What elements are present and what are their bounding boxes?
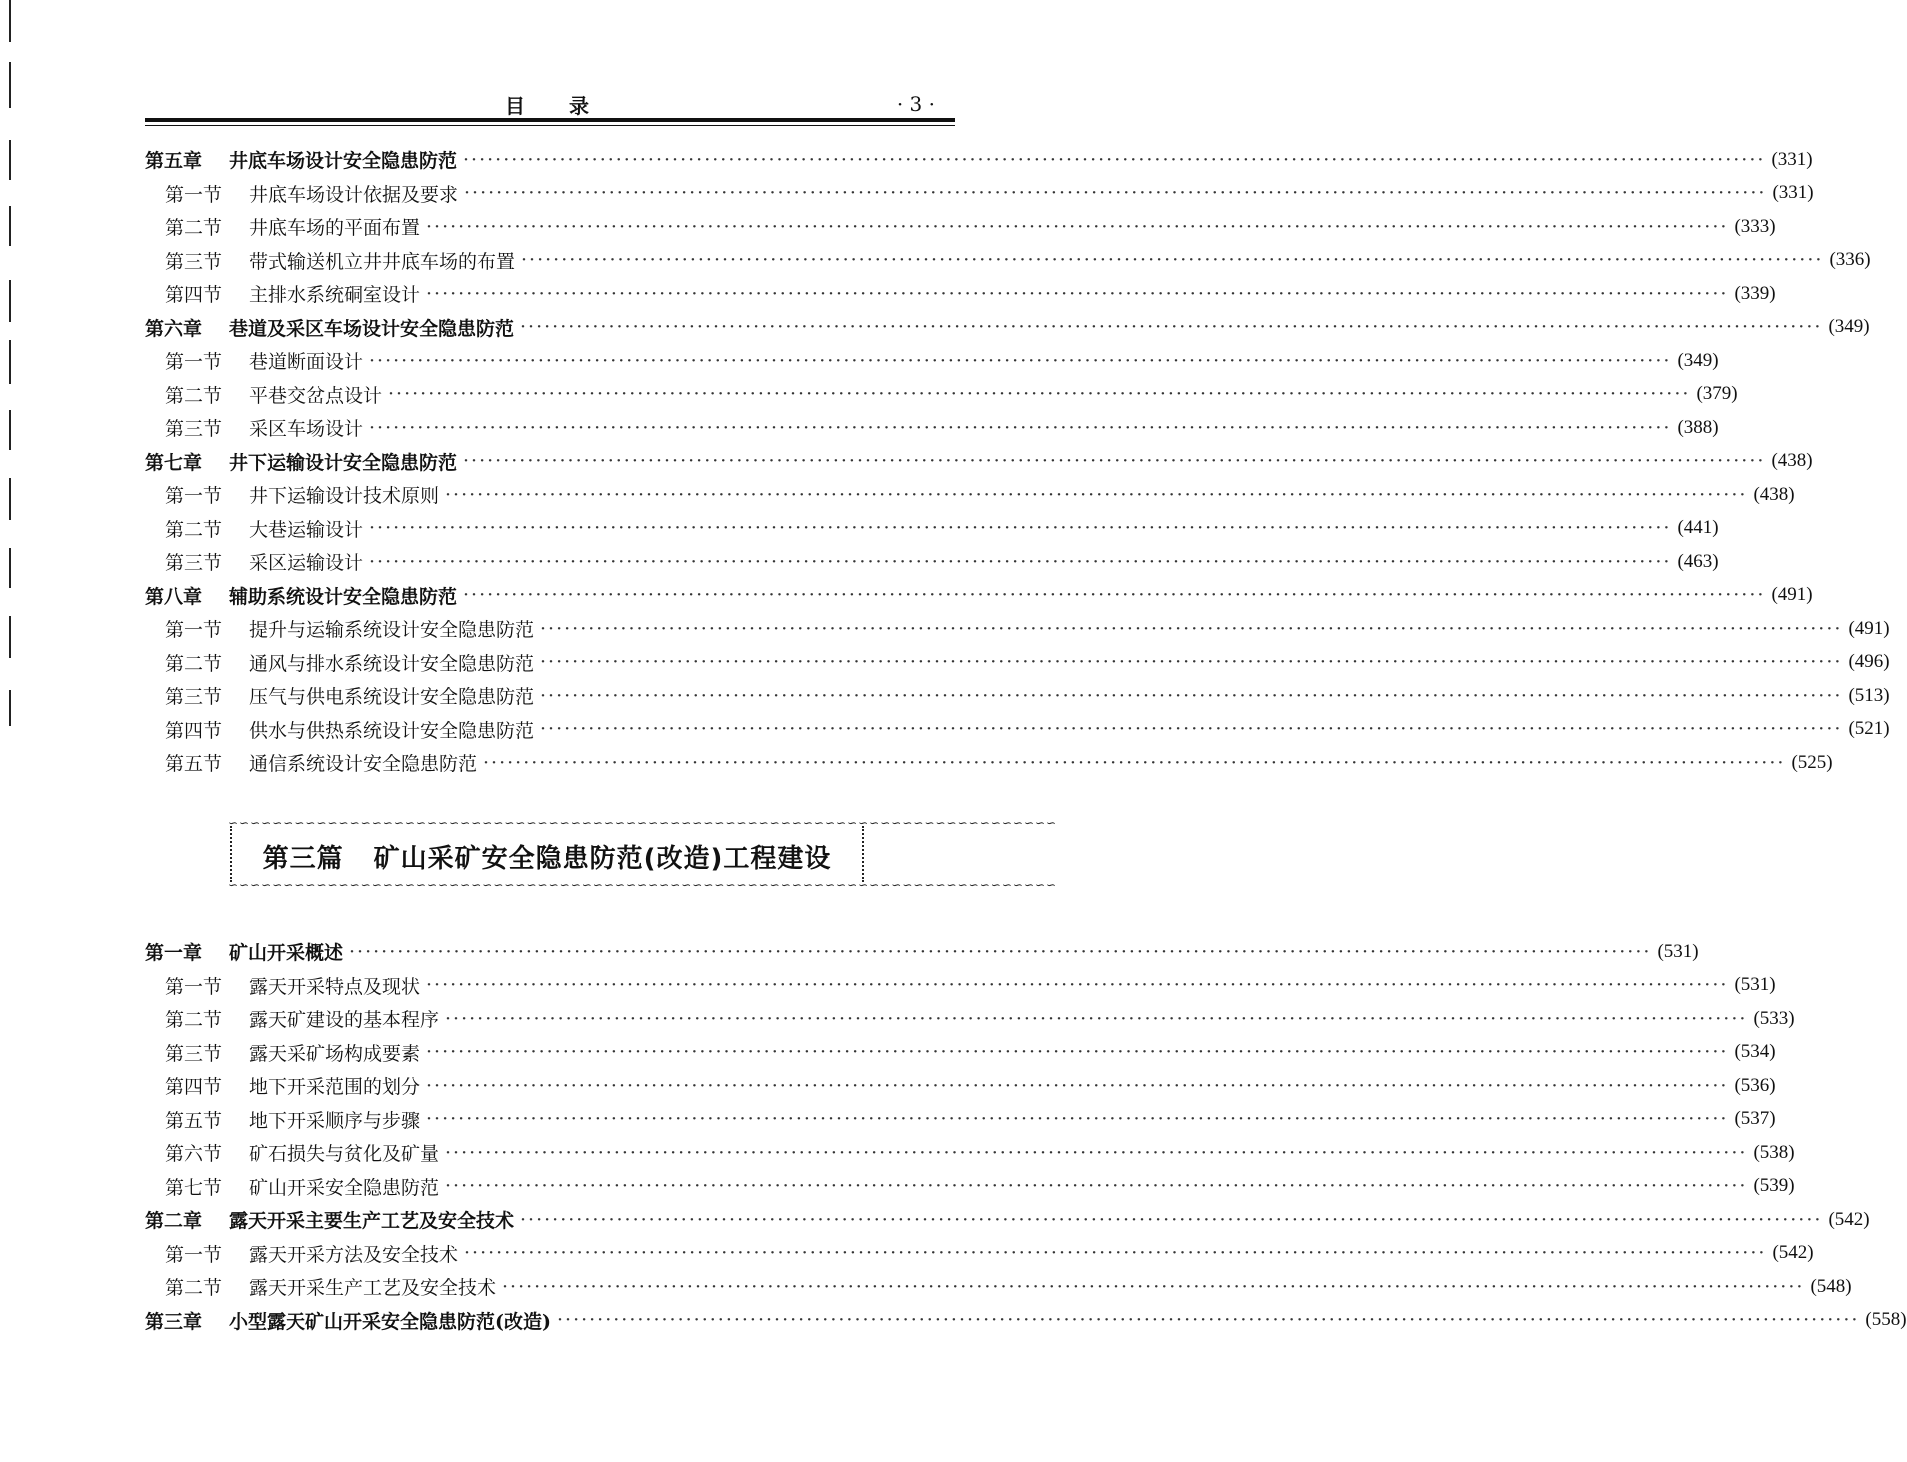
dot-leader [369, 417, 1671, 439]
section-title: 露天开采生产工艺及安全技术 [249, 1277, 497, 1300]
chapter-number: 第八章 [145, 585, 203, 608]
toc-section-row [145, 1103, 1776, 1137]
binding-edge-mark [9, 280, 11, 322]
toc-section-row [145, 277, 1776, 311]
toc-chapter-row [145, 1203, 1870, 1237]
page-reference: (534) [1734, 1041, 1776, 1063]
page-header [145, 86, 955, 126]
toc-section-row [145, 1270, 1852, 1304]
section-number: 第一节 [165, 1243, 223, 1266]
section-title: 矿石损失与贫化及矿量 [249, 1143, 440, 1166]
page-reference: (536) [1734, 1074, 1776, 1096]
page-reference: (542) [1828, 1208, 1870, 1230]
dot-leader [540, 618, 1842, 640]
toc-section-row [145, 177, 1814, 211]
section-number: 第一节 [165, 975, 223, 998]
section-title: 露天开采方法及安全技术 [249, 1243, 459, 1266]
chapter-number: 第五章 [145, 150, 203, 173]
section-title: 井下运输设计技术原则 [249, 485, 440, 508]
section-title: 大巷运输设计 [249, 518, 364, 541]
dot-leader [388, 383, 1690, 405]
toc-section-row [145, 512, 1719, 546]
page-reference: (388) [1677, 416, 1719, 438]
section-number: 第三节 [165, 250, 223, 273]
toc-section-row [145, 1069, 1776, 1103]
dot-leader [464, 182, 1766, 204]
page-number: · 3 · [896, 92, 935, 116]
page-reference: (491) [1771, 584, 1813, 606]
section-title: 供水与供热系统设计安全隐患防范 [249, 719, 535, 742]
binding-edge-mark [9, 62, 11, 108]
toc-section-row [145, 210, 1776, 244]
section-number: 第二节 [165, 1277, 223, 1300]
dot-leader [483, 752, 1785, 774]
section-title: 采区车场设计 [249, 418, 364, 441]
section-title: 露天采矿场构成要素 [249, 1042, 421, 1065]
page-reference: (438) [1753, 483, 1795, 505]
section-title: 井底车场设计依据及要求 [249, 183, 459, 206]
binding-edge-mark [9, 340, 11, 384]
part-banner [228, 816, 1058, 892]
dot-leader [445, 1008, 1747, 1030]
section-title: 带式输送机立井井底车场的布置 [249, 250, 516, 273]
toc-section-row [145, 679, 1890, 713]
section-number: 第三节 [165, 418, 223, 441]
dot-leader [540, 685, 1842, 707]
page-reference: (531) [1734, 974, 1776, 996]
dot-leader [426, 1041, 1728, 1063]
section-number: 第二节 [165, 217, 223, 240]
section-number: 第一节 [165, 485, 223, 508]
section-number: 第一节 [165, 351, 223, 374]
section-title: 采区运输设计 [249, 552, 364, 575]
dot-leader [463, 149, 1765, 171]
dot-leader [426, 216, 1728, 238]
page-reference: (333) [1734, 215, 1776, 237]
chapter-number: 第三章 [145, 1310, 203, 1333]
dot-leader [520, 1209, 1822, 1231]
page-reference: (539) [1753, 1175, 1795, 1197]
toc-section-row [145, 1170, 1795, 1204]
section-title: 提升与运输系统设计安全隐患防范 [249, 619, 535, 642]
binding-edge-mark [9, 0, 11, 42]
chapter-number: 第七章 [145, 451, 203, 474]
chapter-number: 第六章 [145, 317, 203, 340]
page-reference: (331) [1771, 148, 1813, 170]
dot-leader [464, 1242, 1766, 1264]
section-title: 压气与供电系统设计安全隐患防范 [249, 686, 535, 709]
dot-leader [445, 1175, 1747, 1197]
toc-section-row [145, 244, 1871, 278]
chapter-number: 第一章 [145, 942, 203, 965]
page-reference: (336) [1829, 249, 1871, 271]
section-number: 第一节 [165, 619, 223, 642]
page-reference: (548) [1810, 1275, 1852, 1297]
dot-leader [540, 651, 1842, 673]
dot-leader [520, 316, 1822, 338]
page-reference: (349) [1677, 349, 1719, 371]
toc-section-row [145, 1136, 1795, 1170]
chapter-title: 矿山开采概述 [229, 942, 344, 965]
section-number: 第五节 [165, 1109, 223, 1132]
chapter-title: 辅助系统设计安全隐患防范 [229, 585, 458, 608]
chapter-title: 巷道及采区车场设计安全隐患防范 [229, 317, 515, 340]
section-title: 井底车场的平面布置 [249, 217, 421, 240]
dot-leader [426, 1075, 1728, 1097]
section-title: 露天矿建设的基本程序 [249, 1009, 440, 1032]
page-reference: (558) [1865, 1309, 1907, 1331]
section-number: 第四节 [165, 719, 223, 742]
binding-edge-mark [9, 548, 11, 588]
dot-leader [463, 450, 1765, 472]
page-reference: (438) [1771, 450, 1813, 472]
page-reference: (331) [1772, 182, 1814, 204]
section-number: 第二节 [165, 652, 223, 675]
dot-leader [426, 1108, 1728, 1130]
dot-leader [426, 974, 1728, 996]
section-number: 第四节 [165, 284, 223, 307]
dot-leader [557, 1309, 1859, 1331]
page-reference: (542) [1772, 1242, 1814, 1264]
section-title: 通信系统设计安全隐患防范 [249, 753, 478, 776]
section-number: 第三节 [165, 686, 223, 709]
dot-leader [445, 484, 1747, 506]
chapter-title: 小型露天矿山开采安全隐患防范(改造) [229, 1310, 551, 1333]
binding-edge-mark [9, 616, 11, 658]
page-reference: (339) [1734, 282, 1776, 304]
section-title: 巷道断面设计 [249, 351, 364, 374]
dot-leader [521, 249, 1823, 271]
dot-leader [502, 1276, 1804, 1298]
part-name: 矿山采矿安全隐患防范(改造)工程建设 [373, 844, 832, 874]
header-rule-thin [145, 125, 955, 126]
chapter-title: 井底车场设计安全隐患防范 [229, 150, 458, 173]
section-number: 第二节 [165, 518, 223, 541]
section-title: 主排水系统硐室设计 [249, 284, 421, 307]
section-number: 第二节 [165, 384, 223, 407]
toc-chapter-row [145, 935, 1699, 969]
toc-section-row [145, 1237, 1814, 1271]
section-title: 露天开采特点及现状 [249, 975, 421, 998]
table-of-contents-part-three [145, 935, 1907, 1337]
section-number: 第四节 [165, 1076, 223, 1099]
page-reference: (521) [1848, 718, 1890, 740]
toc-chapter-row [145, 1304, 1907, 1338]
toc-section-row [145, 545, 1719, 579]
toc-section-row [145, 344, 1719, 378]
dot-leader [369, 350, 1671, 372]
binding-edge-mark [9, 478, 11, 520]
page-reference: (463) [1677, 550, 1719, 572]
page-reference: (441) [1677, 517, 1719, 539]
toc-section-row [145, 1002, 1795, 1036]
page-reference: (496) [1848, 651, 1890, 673]
section-title: 地下开采顺序与步骤 [249, 1109, 421, 1132]
chapter-title: 露天开采主要生产工艺及安全技术 [229, 1210, 515, 1233]
header-title: 目录 [505, 94, 633, 118]
chapter-number: 第二章 [145, 1210, 203, 1233]
section-title: 地下开采范围的划分 [249, 1076, 421, 1099]
page-reference: (491) [1848, 617, 1890, 639]
binding-edge-mark [9, 206, 11, 246]
toc-section-row [145, 713, 1890, 747]
section-number: 第六节 [165, 1143, 223, 1166]
header-rule [145, 118, 955, 122]
part-title [228, 838, 866, 875]
toc-chapter-row [145, 311, 1870, 345]
page-reference: (349) [1828, 316, 1870, 338]
dot-leader [426, 283, 1728, 305]
toc-chapter-row [145, 143, 1813, 177]
banner-ornament-border: ∽∽∽∽∽∽∽∽∽∽∽∽∽∽∽∽∽∽∽∽∽∽∽∽∽∽∽∽∽∽∽∽∽∽∽∽∽∽∽∽∽∽∽∽∽∽∽∽∽∽∽∽∽∽∽∽∽∽∽∽∽∽∽∽∽∽∽∽∽∽∽∽∽∽∽ [228, 878, 1058, 892]
toc-chapter-row [145, 445, 1813, 479]
part-number: 第三篇 [262, 844, 344, 874]
section-title: 通风与排水系统设计安全隐患防范 [249, 652, 535, 675]
toc-section-row [145, 969, 1776, 1003]
section-number: 第一节 [165, 183, 223, 206]
binding-edge-mark [9, 690, 11, 726]
dot-leader [349, 941, 1651, 963]
toc-chapter-row [145, 579, 1813, 613]
page-reference: (525) [1791, 751, 1833, 773]
page-reference: (533) [1753, 1007, 1795, 1029]
page-reference: (537) [1734, 1108, 1776, 1130]
toc-section-row [145, 478, 1795, 512]
page-reference: (531) [1657, 940, 1699, 962]
dot-leader [369, 551, 1671, 573]
section-title: 平巷交岔点设计 [249, 384, 383, 407]
toc-section-row [145, 378, 1738, 412]
toc-section-row [145, 411, 1719, 445]
dot-leader [445, 1142, 1747, 1164]
page-reference: (379) [1696, 383, 1738, 405]
dot-leader [463, 584, 1765, 606]
toc-section-row [145, 746, 1833, 780]
banner-ornament-border: ∽∽∽∽∽∽∽∽∽∽∽∽∽∽∽∽∽∽∽∽∽∽∽∽∽∽∽∽∽∽∽∽∽∽∽∽∽∽∽∽∽∽∽∽∽∽∽∽∽∽∽∽∽∽∽∽∽∽∽∽∽∽∽∽∽∽∽∽∽∽∽∽∽∽∽ [228, 816, 1058, 830]
section-number: 第二节 [165, 1009, 223, 1032]
page-reference: (538) [1753, 1141, 1795, 1163]
toc-section-row [145, 612, 1890, 646]
section-number: 第三节 [165, 552, 223, 575]
table-of-contents-part-two [145, 143, 1890, 780]
binding-edge-mark [9, 410, 11, 450]
chapter-title: 井下运输设计安全隐患防范 [229, 451, 458, 474]
section-title: 矿山开采安全隐患防范 [249, 1176, 440, 1199]
dot-leader [369, 517, 1671, 539]
page-reference: (513) [1848, 684, 1890, 706]
binding-edge-mark [9, 140, 11, 180]
section-number: 第三节 [165, 1042, 223, 1065]
toc-section-row [145, 646, 1890, 680]
section-number: 第七节 [165, 1176, 223, 1199]
dot-leader [540, 718, 1842, 740]
toc-section-row [145, 1036, 1776, 1070]
section-number: 第五节 [165, 753, 223, 776]
